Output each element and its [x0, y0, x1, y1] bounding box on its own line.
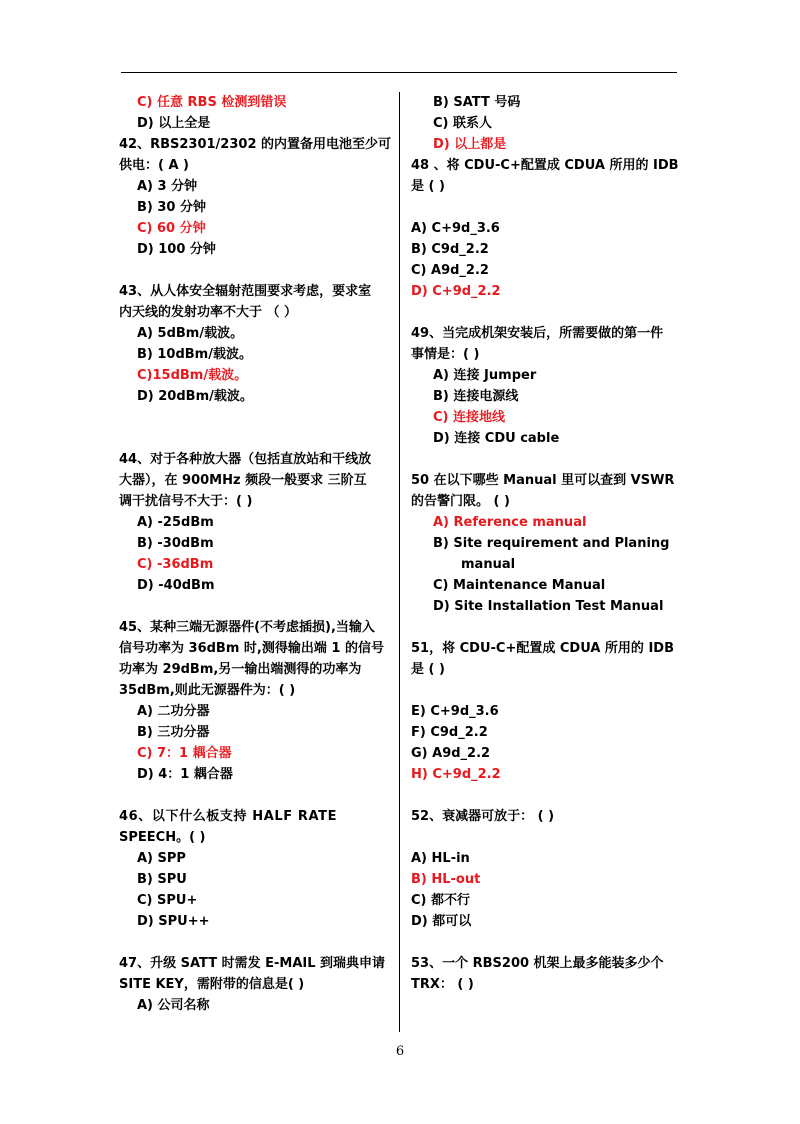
question-46: 46、以下什么板支持 HALF RATE: [119, 809, 338, 824]
right-column: [411, 92, 681, 995]
option: D) 4：1 耦合器: [137, 767, 233, 782]
option: C) 联系人: [433, 116, 493, 131]
question-45: 45、某种三端无源器件(不考虑插损),当输入: [119, 620, 375, 635]
option: D) Site Installation Test Manual: [433, 599, 664, 614]
option: D) 都可以: [411, 914, 472, 929]
left-column: [119, 92, 392, 1016]
question-42: 42、RBS2301/2302 的内置备用电池至少可: [119, 137, 392, 152]
option: A) C+9d_3.6: [411, 221, 500, 236]
option: B) -30dBm: [137, 536, 214, 551]
question-45-cont: 35dBm,则此无源器件为：( ): [119, 683, 296, 698]
question-53: 53、一个 RBS200 机架上最多能装多少个: [411, 956, 664, 971]
question-43: 43、从人体安全辐射范围要求考虑，要求室: [119, 284, 372, 299]
answer-option: C) 连接地线: [433, 410, 506, 425]
option: A) HL-in: [411, 851, 470, 866]
answer-option: C)15dBm/载波。: [137, 368, 248, 383]
answer-option: C) -36dBm: [137, 557, 214, 572]
option: B) C9d_2.2: [411, 242, 489, 257]
answer-option: C) 7：1 耦合器: [137, 746, 232, 761]
option: C) SPU+: [137, 893, 198, 908]
header-rule: [121, 72, 677, 73]
answer-option: A) Reference manual: [433, 515, 587, 530]
answer-option: D) C+9d_2.2: [411, 284, 501, 299]
question-49: 49、当完成机架安装后，所需要做的第一件: [411, 326, 664, 341]
answer-option: C) 任意 RBS 检测到错误: [137, 95, 287, 110]
option: A) -25dBm: [137, 515, 214, 530]
option: D) SPU++: [137, 914, 210, 929]
answer-option: B) HL-out: [411, 872, 481, 887]
option-cont: manual: [461, 557, 516, 572]
option: B) 三功分器: [137, 725, 210, 740]
option: D) 100 分钟: [137, 242, 216, 257]
option: G) A9d_2.2: [411, 746, 491, 761]
option: A) SPP: [137, 851, 186, 866]
option: A) 5dBm/载波。: [137, 326, 244, 341]
question-45-cont: 信号功率为 36dBm 时,测得输出端 1 的信号: [119, 641, 384, 656]
option: A) 连接 Jumper: [433, 368, 537, 383]
question-48-cont: 是 ( ): [411, 179, 445, 194]
question-50-cont: 的告警门限。 ( ): [411, 494, 510, 509]
question-43-cont: 内天线的发射功率不大于 （ ）: [119, 305, 298, 320]
option: B) SATT 号码: [433, 95, 521, 110]
question-47: 47、升级 SATT 时需发 E-MAIL 到瑞典申请: [119, 956, 386, 971]
option: F) C9d_2.2: [411, 725, 488, 740]
option: D) 以上全是: [137, 116, 211, 131]
option: B) Site requirement and Planing: [433, 536, 670, 551]
question-42-cont: 供电：( A ): [119, 158, 189, 173]
question-44-cont: 大器），在 900MHz 频段一般要求 三阶互: [119, 473, 367, 488]
option: B) 30 分钟: [137, 200, 206, 215]
option: E) C+9d_3.6: [411, 704, 499, 719]
option: C) 都不行: [411, 893, 471, 908]
question-44-cont: 调干扰信号不大于：( ): [119, 494, 253, 509]
option: D) 20dBm/载波。: [137, 389, 253, 404]
question-52: 52、衰减器可放于： ( ): [411, 809, 555, 824]
option: B) 10dBm/载波。: [137, 347, 252, 362]
page-number: 6: [395, 1044, 405, 1059]
option: A) 3 分钟: [137, 179, 198, 194]
answer-option: D) 以上都是: [433, 137, 507, 152]
question-51: 51，将 CDU-C+配置成 CDUA 所用的 IDB: [411, 641, 674, 656]
question-53-cont: TRX： ( ): [411, 977, 474, 992]
option: B) SPU: [137, 872, 187, 887]
option: D) 连接 CDU cable: [433, 431, 560, 446]
question-46-cont: SPEECH。( ): [119, 830, 206, 845]
column-divider: [399, 92, 400, 1032]
option: C) A9d_2.2: [411, 263, 489, 278]
option: C) Maintenance Manual: [433, 578, 606, 593]
answer-option: C) 60 分钟: [137, 221, 206, 236]
answer-option: H) C+9d_2.2: [411, 767, 501, 782]
option: A) 公司名称: [137, 998, 210, 1013]
question-51-cont: 是 ( ): [411, 662, 445, 677]
question-44: 44、对于各种放大器（包括直放站和干线放: [119, 452, 372, 467]
option: A) 二功分器: [137, 704, 210, 719]
question-49-cont: 事情是：( ): [411, 347, 480, 362]
question-50: 50 在以下哪些 Manual 里可以查到 VSWR: [411, 473, 675, 488]
option: D) -40dBm: [137, 578, 215, 593]
question-45-cont: 功率为 29dBm,另一输出端测得的功率为: [119, 662, 362, 677]
question-47-cont: SITE KEY，需附带的信息是( ): [119, 977, 305, 992]
question-48: 48 、将 CDU-C+配置成 CDUA 所用的 IDB: [411, 158, 679, 173]
option: B) 连接电源线: [433, 389, 519, 404]
